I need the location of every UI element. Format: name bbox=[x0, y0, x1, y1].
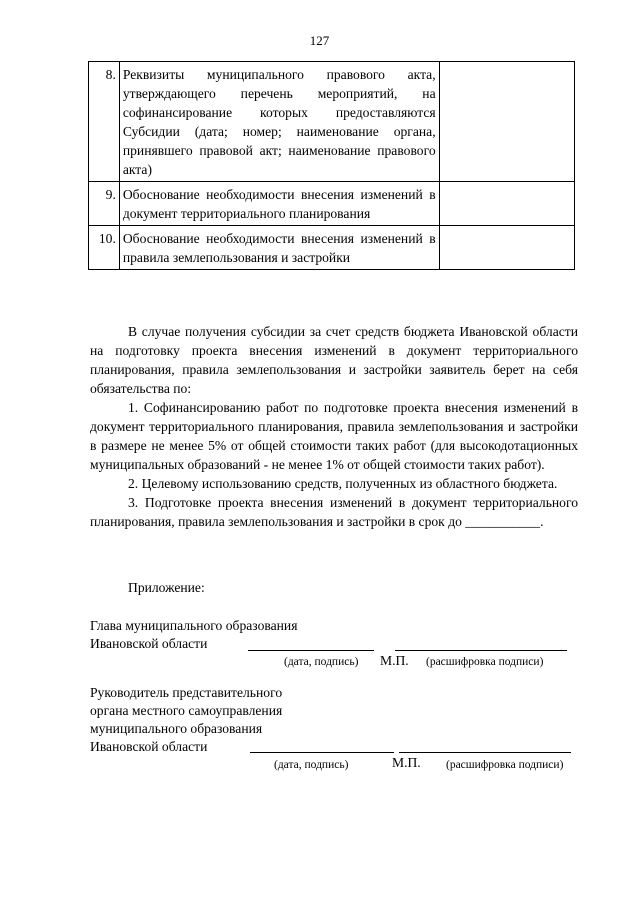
row-value-cell[interactable] bbox=[439, 182, 574, 226]
table-row bbox=[89, 62, 575, 182]
page-number: 127 bbox=[309, 33, 330, 48]
row-description: Реквизиты муниципального правового акта, утверждающего перечень мероприятий, на софинансирование которых предоставляются Субсидии (дата; номер; наименование органа, принявшего правовой акт; наименование правового акта) bbox=[119, 62, 439, 182]
signatory-title-line: Глава муниципального образования bbox=[90, 618, 298, 633]
date-signature-caption: (дата, подпись) bbox=[274, 759, 349, 771]
row-description: Обоснование необходимости внесения изменений в правила землепользования и застройки bbox=[119, 226, 439, 270]
row-description: Обоснование необходимости внесения изменений в документ территориального планирования bbox=[119, 182, 439, 226]
decode-line[interactable] bbox=[399, 752, 571, 753]
attachment-label: Приложение: bbox=[128, 580, 205, 595]
row-number: 8. bbox=[89, 62, 120, 182]
signatory-title-line: Руководитель представительного bbox=[90, 685, 283, 700]
row-value-cell[interactable] bbox=[439, 226, 574, 270]
decode-caption: (расшифровка подписи) bbox=[446, 759, 564, 771]
signatory-title-line: органа местного самоуправления bbox=[90, 703, 283, 718]
table-row bbox=[89, 182, 575, 226]
requisites-table bbox=[88, 61, 575, 270]
seal-placeholder: М.П. bbox=[392, 755, 421, 770]
date-signature-caption: (дата, подпись) bbox=[284, 656, 359, 668]
signature-line[interactable] bbox=[248, 650, 374, 651]
signatory-title-line: Ивановской области bbox=[90, 636, 208, 651]
intro-paragraph: В случае получения субсидии за счет средств бюджета Ивановской области на подготовку проекта внесения изменений в документ территориального планирования, правила землепользования и застройки заявитель берет на себя обязательства по: bbox=[90, 324, 578, 396]
signatory-title-line: Ивановской области bbox=[90, 739, 208, 754]
obligation-item-1: 1. Софинансированию работ по подготовке проекта внесения изменений в документ территориального планирования, правила землепользования и застройки в размере не менее 5% от общей стоимости таких работ (для высокодотационных муниципальных образований - не менее 1% от общей стоимости таких работ). bbox=[90, 400, 578, 472]
signature-line[interactable] bbox=[250, 752, 394, 753]
obligations-section bbox=[90, 322, 578, 531]
row-value-cell[interactable] bbox=[439, 62, 574, 182]
decode-caption: (расшифровка подписи) bbox=[426, 656, 544, 668]
seal-placeholder: М.П. bbox=[380, 653, 409, 668]
obligation-item-3: 3. Подготовке проекта внесения изменений в документ территориального планирования, правила землепользования и застройки в срок до ___________. bbox=[90, 495, 578, 529]
decode-line[interactable] bbox=[395, 650, 567, 651]
row-number: 9. bbox=[89, 182, 120, 226]
table-row bbox=[89, 226, 575, 270]
obligation-item-2: 2. Целевому использованию средств, полученных из областного бюджета. bbox=[128, 476, 558, 491]
signatory-title-line: муниципального образования bbox=[90, 721, 263, 736]
row-number: 10. bbox=[89, 226, 120, 270]
